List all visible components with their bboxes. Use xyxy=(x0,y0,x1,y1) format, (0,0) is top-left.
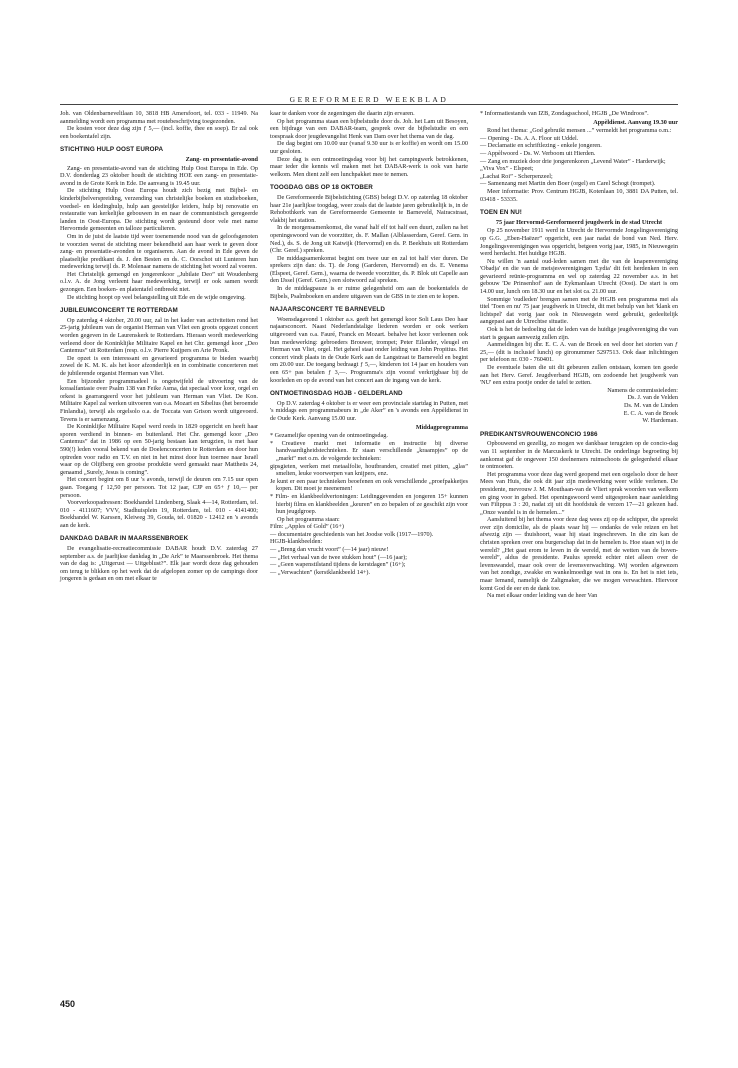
section-heading: STICHTING HULP OOST EUROPA xyxy=(60,146,164,154)
paragraph: Na met elkaar onder leiding van de heer Van xyxy=(487,592,598,600)
section-subheading: Zang- en presentatie-avond xyxy=(185,155,258,163)
list-item: — „Verwachten” (kerstklankbeeld 14+). xyxy=(270,568,371,576)
section-subheading: 75 jaar Hervormd-Gereformeerd jeugdwerk in de stad Utrecht xyxy=(495,218,663,226)
section-heading: ONTMOETINGSDAG HGJB - GELDERLAND xyxy=(270,390,403,398)
paragraph: In de middagpauze is er ruime gelegenheid om aan de boekentafels de Bijbels, Psalmboeken en andere uitgaven van de GBS in te zien en te kopen. xyxy=(270,285,468,300)
paragraph: De eventuele baten die uit dit gebeuren zullen ontstaan, komen ten goede aan het Herv. Geref. Jeugdverband HGJB, om zodoende het jeugdwerk van 'NU' een extra pootje onder de tafel te zetten. xyxy=(480,364,678,387)
list-item: — Appèlwoord - Ds. W. Verboom uit Hierden. xyxy=(480,149,596,157)
masthead: GEREFORMEERD WEEKBLAD xyxy=(289,95,449,104)
list-item: * Creatieve markt met informatie en instructie bij diverse handvaardigheidstechnieken. Er staan verschillende „kraampjes” op de „markt” met o.m. de volgende technieken: xyxy=(270,439,468,462)
paragraph: Opbouwend en gezellig, zo mogen we dankbaar terugzien op de concio-dag van 11 september in de Marcuskerk te Utrecht. De onderlinge begroeting bij aankomst gaf de ongeveer 150 deelnemers ruimschoots de gelegenheid elkaar te ontmoeten. xyxy=(480,440,678,471)
paragraph: Nu willen 'n aantal oud-leden samen met die van de knapenvereniging 'Obadja' en die van de meisjesverenigingen 'Lydia' dit feit herdenken in een gevarieerd reünie-programma en wel op zaterdag 22 november a.s. in het gebouw 'De Prinsenhof' aan de Eykmanlaan Utrecht (Oost). De start is om 14.00 uur, lunch om 18.30 uur en het slot ca. 21.00 uur. xyxy=(480,257,678,296)
list-item: — „Het verhaal van de twee stukken hout” (—16 jaar); xyxy=(270,553,407,561)
signature-line: Namens de commissieleden: xyxy=(607,386,678,394)
list-item: Film: „Apples of Gold” (16+) xyxy=(270,523,344,531)
section-heading: DANKDAG DABAR IN MAARSSENBROEK xyxy=(60,535,189,543)
paragraph: Het concert begint om 8 uur 's avonds, terwijl de deuren om 7.15 uur open gaan. Toegang ƒ 12,50 per persoon. Tot 12 jaar, CJP en 65+ ƒ 10,— per persoon. xyxy=(60,476,258,499)
page-number: 450 xyxy=(60,999,76,1009)
paragraph: Op zaterdag 4 oktober, 20.00 uur, zal in het kader van activiteiten rond het 25-jarig jubileum van de organist Herman van Vliet een groots opgezet concert worden gegeven in de Laurenskerk te Rotterdam. Hieraan wordt medewerking verleend door de Koninklijke Militaire Kapel en het Chr. gemengd koor „Deo Cantemus” uit Rotterdam (resp. o.l.v. Pierre Kuijpers en Arie Pronk. xyxy=(60,316,258,355)
section-subheading: Middagprogramma xyxy=(415,423,468,431)
paragraph: Op het programma staan: xyxy=(277,515,340,523)
paragraph: De stichting hoopt op veel belangstelling uit Ede en de wijde omgeving. xyxy=(67,293,246,301)
paragraph: Op 25 november 1911 werd in Utrecht de Hervormde Jongelingsvereniging op G.G. „Eben-Haëzer” opgericht, een jaar nadat de bond van Ned. Herv. Jongelingsverenigingen was opgericht, betgeen vorig jaar, 1985, in Nieuwegein werd herdacht. Het huidige HGJB. xyxy=(480,227,678,258)
paragraph: Joh. van Oldenbarneveltlaan 10, 3818 HB Amersfoort, tel. 033 - 11949. Na aanmelding wordt een programma met routebeschrijving toegezonden. xyxy=(60,110,258,125)
paragraph: Op het programma staan een bijbelstudie door ds. Joh. het Lam uit Besoyen, een bijdrage van een DABAR-team, gesprek over de bijbelstudie en een toespraak door jeugdevangelist Henk van Dam over het thema van de dag. xyxy=(270,117,468,140)
list-item: — „Breng dan vrucht voort” (—14 jaar) nieuw! xyxy=(270,546,389,554)
paragraph: Om in de juist de laatste tijd weer toenemende nood van de geloofsgenoten te voorzien wenst de stichting meer bekendheid aan haar werk te geven door zang- en presentatie-avonden te organiseren. Aan de avond in Ede geven de plaatselijke predikant ds. J. den Besten en ds. C. Oorschot uit Lunteren hun medewerking terwijl ds. P. Molenaar namens de stichting het woord zal voeren. xyxy=(60,232,258,271)
list-item: — Samenzang met Martin den Boer (orgel) en Carel Schogt (trompet). xyxy=(480,180,656,188)
info-list xyxy=(480,110,678,118)
paragraph: Deze dag is een ontmoetingsdag voor bij het campingwerk betrokkenen, maar ieder die kennis wil maken met het DABAR-werk is ook van harte welkom. Men dient zelf een lunchpakket mee te nemen. xyxy=(270,155,468,178)
paragraph: kaar te danken voor de zegeningen die daarin zijn ervaren. xyxy=(270,110,415,117)
list-item: — „Geen wapenstilstand tijdens de kerstdagen” (16+); xyxy=(270,561,406,569)
signature-line: E. C. A. van de Broek xyxy=(623,409,678,417)
signature-block xyxy=(480,387,678,425)
list-item: — Zang en muziek door drie jongerenkoren „Levend Water” - Harderwijk; xyxy=(480,157,666,165)
section-heading: PREDIKANTSVROUWENCONCIO 1986 xyxy=(480,430,598,438)
list-item: „Viva Vox” - Elspeet; xyxy=(480,165,534,173)
paragraph: Het programma voor deze dag werd geopend met een orgelsolo door de heer Mees van Huis, die ook dit jaar zijn medewerking weer wilde verlenen. De presidente, mevrouw J. M. Mouthaan-van de Vliert sprak woorden van welkom en ging voor in gebed. Het openingswoord werd uitgesproken naar aanleiding van Filippus 3 : 20, nadat zij uit dit hoofdstuk de verzen 17—21 gelezen had. „Onze wandel is in de hemelen...” xyxy=(480,470,678,516)
list-item: * Film- en klankbeeldvertoningen: Leidinggevenden en jongeren 15+ kunnen hierbij films en klankbeelden „keuren” en zo bepalen of ze geschikt zijn voor hun jeugdgroep. xyxy=(270,492,468,516)
section-heading: TOEN EN NU! xyxy=(480,209,522,217)
paragraph: Een bijzonder programmadeel is ongetwijfeld de uitvoering van de koraalfantasie over Psalm 138 van Feike Asma, dat speciaal voor koor, orgel en orkest is gearrangeerd voor het jubileum van Herman van Vliet. De Kon. Militaire Kapel zal werken uitvoeren van o.a. Mozart en Sibelius (het beroemde Finlandia), terwijl als orgelsolo o.a. de Toccata van Grison wordt uitgevoerd. Tevens is er samenzang. xyxy=(60,377,258,423)
signature-line: Ds. M. van de Linden xyxy=(624,401,678,409)
paragraph: Sommige 'oudleden' brengen samen met de HGJB een programma mei als titel 'Toen en nu' 75 jaar jeugdwerk in Utrecht, dit met behulp van het 'klank en lichtspel' dat vorig jaar ook in Nieuwegein werd gebruikt, gedeeltelijk aangepast aan de Utrechtse situatie. xyxy=(480,295,678,326)
paragraph: De opzet is een interessant en gevarieerd programma te bieden waarbij zowel de K. M. K. als het koor afzonderlijk en in combinatie concerteren met de jubilerende organist Herman van Vliet. xyxy=(60,354,258,377)
list-item: „Lachai Roi” - Scherpenzeel; xyxy=(480,172,553,180)
paragraph: Rond het thema: „God gebruikt mensen ...” vermeldt het programma o.m.: xyxy=(487,127,672,135)
list-item: gipsgieten, werken met metaalfolie, houtbranden, creatief met pitten, „glas” smelten, leuke voorwerpen van knijpers, enz. xyxy=(270,462,468,478)
paragraph: De kosten voor deze dag zijn ƒ 5,— (incl. koffie, thee en soep). Er zal ook een boekentafel zijn. xyxy=(60,125,258,140)
paragraph: Aansluitend bij het thema voor deze dag wees zij op de schipper, die spreekt over zijn domicilie, als de plaats waar hij — ondanks de vele reizen en het afwezig zijn — thuishoort, waar hij staat ingeschreven. In die zin kan de christen spreken over ons burgerschap dat in de hemelen is. Hoe staan wij in de wereld? „Het gaat erom te leven in de wereld, met de wetten van de boven-wereld”, aldus de presidente. Paulus spreekt echter niet alleen over de levenswandel, maar ook over de levensverwachting. Wij worden afgewezen van het zondige, zwakke en wankelmoedige wat in ons is. En het is niet iets, maar Iemand, namelijk de Zaligmaker, die we mogen verwachten. Hiervoor komt God de eer en de dank toe. xyxy=(480,516,678,592)
list-item: * Informatiestands van IZB, Zondagsschool, HGJB „De Windroos”. xyxy=(480,110,649,117)
section-subheading: Appèldienst. Aanvang 19.30 uur xyxy=(593,118,678,126)
paragraph: Woensdagavond 1 oktober a.s. geeft het gemengd koor Soli Laus Deo haar najaarsconcert. Naast Nederlandstalige liederen worden er ook werken uitgevoerd van o.a. Fauré, Franck en Mozart. behalve het koor verleenen ook hun medewerking: gebroeders Brouwer, trompet; Peter Eilander, vleugel en Herman van Vliet, orgel. Het geheel staat onder leiding van John Propitius. Het concert vindt plaats in de Oude Kerk aan de Langstraat te Barneveld en begint om 20.00 uur. De toegang bedraagt ƒ 5,—, kinderen tot 14 jaar en houders van een 65+ pas betalen ƒ 3,—. Programma's zijn vooraf verkrijgbaar bij de koorleden en op de avond van het concert aan de ingang van de kerk. xyxy=(270,315,468,384)
paragraph: Zang- en presentatie-avond van de stichting Hulp Oost Europa in Ede. Op D.V. donderdag 23 oktober houdt de stichting HOE een zang- en presentatie-avond in de Grote Kerk in Ede. De aanvang is 19.45 uur. xyxy=(60,164,258,187)
header-rule xyxy=(60,104,678,105)
signature-line: W. Hardeman. xyxy=(642,417,678,425)
list-item: * Gezamelijke opening van de ontmoetingsdag. xyxy=(270,432,388,440)
paragraph: De Koninklijke Militaire Kapel werd reeds in 1829 opgericht en heeft haar sporen verdiend in binnen- en buitenland. Het Chr. gemengd koor „Deo Cantemus” dat in 1986 op een 50-jarig bestaan kan terugzien, is met haar 590(!) leden vooral bekend van de Doelenconcerten te Rotterdam en door hun optreden voor radio en T.V. en niet in het minst door hun toernee naar Israël waar op de Olijfberg een grootse produktie werd gemaakt naar Mattheüs 24, genaamd „Surely, Jesus is coming”. xyxy=(60,423,258,476)
column-1 xyxy=(60,110,258,583)
paragraph: In de morgensamenkomst, die vanaf half elf tot half een duurt, zullen na het openingswoord van de voorzitter, ds. F. Mallan (Alblasserdam, Geref. Gem. in Ned.), ds. S. de Jong uit Katwijk (Hervormd) en ds. P. Beekhuis uit Rotterdam (Chr. Geref.) spreken. xyxy=(270,224,468,255)
section-heading: TOOGDAG GBS OP 18 OKTOBER xyxy=(270,184,373,192)
paragraph: De stichting Hulp Oost Europa houdt zich bezig met Bijbel- en kinderbijbelverspreiding, verzending van christelijke boeken en studieboeken, voedsel- en kledinghulp, hulp aan geestelijke leiders, hulp bij renovatie en restauratie van kerkelijke gebouwen in en naar de communistisch geregeerde landen in Oost-Europa. De stichting wordt gesteund door vele met name Hervormde gemeenten en talloze particulieren. xyxy=(60,187,258,233)
column-3 xyxy=(480,110,678,600)
section-heading: JUBILEUMCONCERT TE ROTTERDAM xyxy=(60,307,178,315)
list-item: — Declamatie en schriftlezing - enkele jongeren. xyxy=(480,142,602,150)
film-list xyxy=(270,523,468,576)
paragraph: Op D.V. zaterdag 4 oktober is er weer een provinciale startdag in Putten, met 's middags een programmabeurs in „de Aker” en 's avonds een Appèldienst in de Oude Kerk. Aanvang 15.00 uur. xyxy=(270,399,468,422)
paragraph: Voorverkoopadressen: Boekhandel Lindenberg, Slaak 4—14, Rotterdam, tel. 010 - 4111607; VVV, Stadhuisplein 19, Rotterdam, tel. 010 - 4141400; Boekhandel W. Karssen, Kleiweg 39, Gouda, tel. 01820 - 12412 en 's avonds aan de kerk. xyxy=(60,499,258,529)
section-heading: NAJAARSCONCERT TE BARNEVELD xyxy=(270,306,386,314)
column-2 xyxy=(270,110,468,576)
paragraph: Meer informatie: Prov. Centrum HGJB, Kotenlaan 10, 3881 DA Putten, tel. 03418 - 53335. xyxy=(480,187,678,203)
signature-line: Ds. J. van de Velden xyxy=(627,394,678,402)
list-item: Je kunt er een paar technieken beoefenen en ook verschillende „proefpakketjes kopen. Dit moet je meenemen! xyxy=(270,477,468,493)
program-list xyxy=(480,135,678,188)
list-item: — documentaire geschiedenis van het Joodse volk (1917—1970). xyxy=(270,530,434,538)
list-item: — Opening - Ds. A. A. Floor uit Uddel. xyxy=(480,134,579,142)
paragraph: De dag begint om 10.00 uur (vanaf 9.30 uur is er koffie) en wordt om 15.00 uur gesloten. xyxy=(270,140,468,155)
paragraph: De middagsamenkomst begint om twee uur en zal tot half vier duren. De sprekers zijn dan: ds. Tj. de Jong (Garderen, Hervormd) en ds. E. Venema (Elspeet, Geref. Gem.), waarna de tweede voorzitter, ds. P. Blok uit Capelle aan den IJssel (Geref. Gem.) een slotwoord zal spreken. xyxy=(270,254,468,285)
paragraph: Aanmeldingen bij dhr. E. C. A. van de Broek en wel door het storten van ƒ 25,— (dit is inclusief lunch) op gironummer 5297513. Ook daar inlichtingen per telefoon nr. 030 - 760401. xyxy=(480,341,678,364)
paragraph: De evangelisatie-recreatiecommissie DABAR houdt D.V. zaterdag 27 september a.s. de jaarlijkse dankdag in „De Ark” te Maarssenbroek. Het thema van de dag is: „Uitgerust — Uitgeblust?”. Elk jaar wordt deze dag gehouden om terug te blikken op het werk dat de afgelopen zomer op de campings door jongeren is gedaan en om met elkaar te xyxy=(60,545,258,583)
paragraph: Het Christelijk gemengd en jongerenkoor „Jubilate Deo” uit Woudenberg o.l.v. A. de Jong verleent haar medewerking, terwijl er ook samen wordt gezongen. Een boeken- en platentafel ontbreekt niet. xyxy=(60,270,258,294)
list-item: HGJB-klankbeelden: xyxy=(270,538,323,546)
paragraph: Ook is het de bedoeling dat de leden van de huidige jeugdvereniging die van start is gegaan aanwezig zullen zijn. xyxy=(480,326,678,341)
paragraph: De Gereformeerde Bijbelstichting (GBS) belegt D.V. op zaterdag 18 oktober haar 21e jaarlijkse toogdag, weer zoals dat de laatste jaren gebruikelijk is, in de Rehobothkerk van de Gereformeerde Gemeente te Barneveld, Nairacstraat, vlakbij het station. xyxy=(270,193,468,224)
program-list xyxy=(270,432,468,516)
